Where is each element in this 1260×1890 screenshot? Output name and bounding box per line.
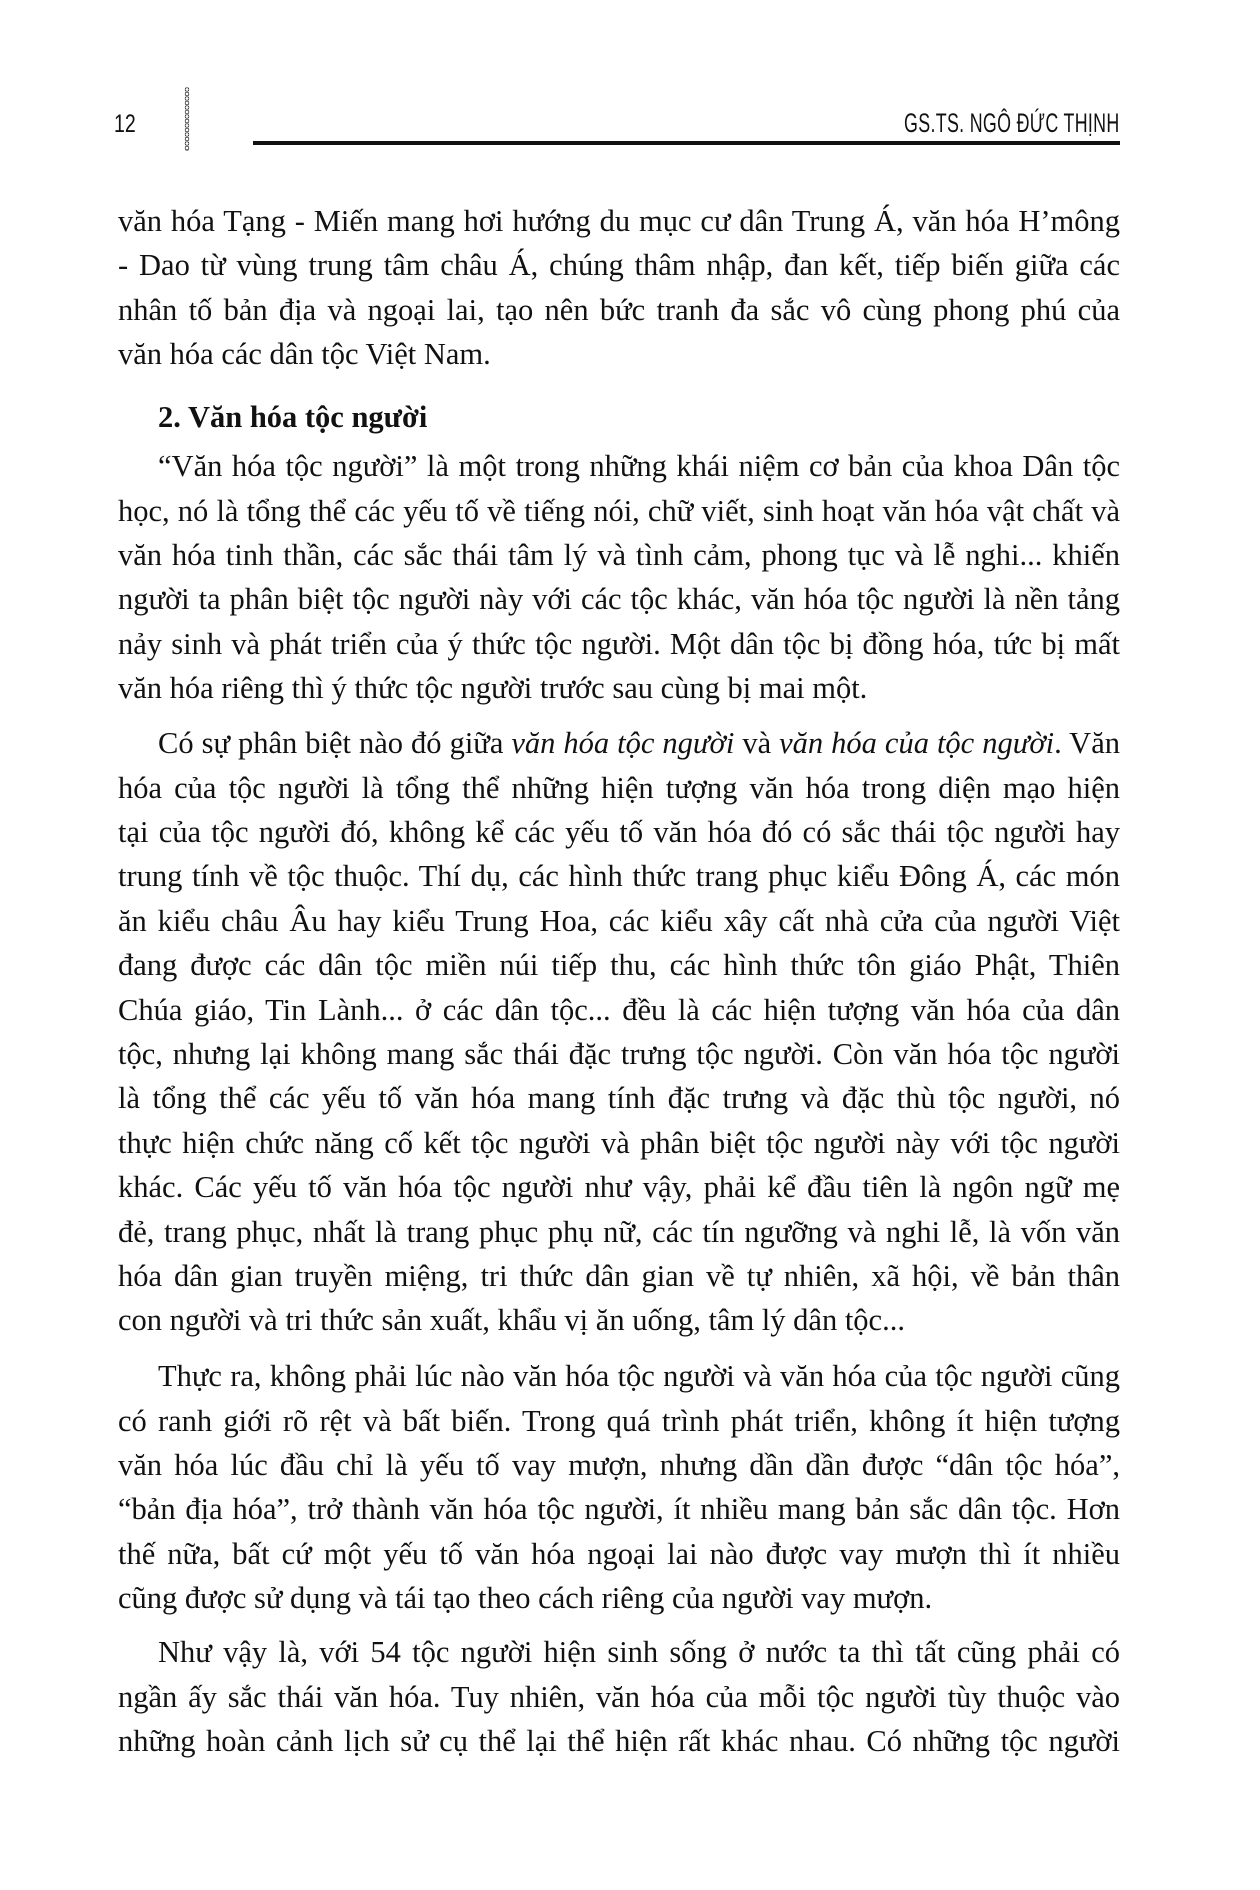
text-line: đẻ, trang phục, nhất là trang phục phụ nữ, các tín ngưỡng và nghi lễ, là vốn văn <box>118 1214 1120 1249</box>
text-line: những hoàn cảnh lịch sử cụ thể lại thể hiện rất khác nhau. Có những tộc người <box>118 1724 1120 1759</box>
decorative-chain-divider <box>184 87 190 151</box>
text-line: văn hóa lúc đầu chỉ là yếu tố vay mượn, nhưng dần dần được “dân tộc hóa”, <box>118 1448 1120 1483</box>
text-run: và <box>734 726 780 761</box>
text-line: thế nữa, bất cứ một yếu tố văn hóa ngoại lai nào được vay mượn thì ít nhiều <box>118 1536 1120 1571</box>
text-line: là tổng thể các yếu tố văn hóa mang tính đặc trưng và đặc thù tộc người, nó <box>118 1081 1120 1116</box>
text-line: cũng được sử dụng và tái tạo theo cách riêng của người vay mượn. <box>118 1581 933 1616</box>
text-line: tộc, nhưng lại không mang sắc thái đặc trưng tộc người. Còn văn hóa tộc người <box>118 1037 1120 1072</box>
italic-term: văn hóa của tộc người <box>779 726 1055 761</box>
text-line: thực hiện chức năng cố kết tộc người và phân biệt tộc người này với tộc người <box>118 1125 1120 1160</box>
text-run: . Văn <box>1054 726 1120 761</box>
text-line: văn hóa riêng thì ý thức tộc người trước sau cùng bị mai một. <box>118 671 868 706</box>
text-line: Như vậy là, với 54 tộc người hiện sinh sống ở nước ta thì tất cũng phải có <box>158 1635 1120 1670</box>
text-line: văn hóa các dân tộc Việt Nam. <box>118 336 491 371</box>
text-line: Thực ra, không phải lúc nào văn hóa tộc người và văn hóa của tộc người cũng <box>158 1359 1120 1394</box>
text-line: học, nó là tổng thể các yếu tố về tiếng nói, chữ viết, sinh hoạt văn hóa vật chất và <box>118 493 1120 528</box>
text-line: hóa của tộc người là tổng thể những hiện tượng văn hóa trong diện mạo hiện <box>118 770 1120 805</box>
text-line: “Văn hóa tộc người” là một trong những khái niệm cơ bản của khoa Dân tộc <box>158 449 1120 484</box>
text-line: nảy sinh và phát triển của ý thức tộc người. Một dân tộc bị đồng hóa, tức bị mất <box>118 626 1120 661</box>
paragraph-3 <box>118 721 1120 1342</box>
text-line: “bản địa hóa”, trở thành văn hóa tộc người, ít nhiều mang bản sắc dân tộc. Hơn <box>118 1492 1120 1527</box>
text-line: có ranh giới rõ rệt và bất biến. Trong quá trình phát triển, không ít hiện tượng <box>118 1403 1120 1438</box>
paragraph-5 <box>118 1630 1120 1763</box>
text-line: văn hóa tinh thần, các sắc thái tâm lý và tình cảm, phong tục và lễ nghi... khiến <box>118 538 1120 573</box>
running-header-author: GS.TS. NGÔ ĐỨC THỊNH <box>904 108 1120 138</box>
text-line: tại của tộc người đó, không kể các yếu tố văn hóa đó có sắc thái tộc người hay <box>118 815 1120 850</box>
text-line: con người và tri thức sản xuất, khẩu vị ăn uống, tâm lý dân tộc... <box>118 1303 905 1338</box>
section-heading-block <box>118 395 1120 439</box>
paragraph-2 <box>118 444 1120 710</box>
text-line: hóa dân gian truyền miệng, tri thức dân gian về tự nhiên, xã hội, về bản thân <box>118 1258 1120 1293</box>
text-line: người ta phân biệt tộc người này với các tộc khác, văn hóa tộc người là nền tảng <box>118 582 1120 617</box>
section-heading: 2. Văn hóa tộc người <box>158 400 428 435</box>
italic-term: văn hóa tộc người <box>511 726 735 761</box>
text-line <box>118 721 1120 765</box>
page-number: 12 <box>114 110 136 138</box>
text-line: khác. Các yếu tố văn hóa tộc người như vậy, phải kể đầu tiên là ngôn ngữ mẹ <box>118 1170 1120 1205</box>
paragraph-1 <box>118 199 1120 377</box>
text-line: ngần ấy sắc thái văn hóa. Tuy nhiên, văn hóa của mỗi tộc người tùy thuộc vào <box>118 1679 1120 1714</box>
text-line: trung tính về tộc thuộc. Thí dụ, các hình thức trang phục kiểu Đông Á, các món <box>118 859 1120 894</box>
text-line: nhân tố bản địa và ngoại lai, tạo nên bức tranh đa sắc vô cùng phong phú của <box>118 292 1120 327</box>
text-line: văn hóa Tạng - Miến mang hơi hướng du mục cư dân Trung Á, văn hóa H’mông <box>118 203 1120 238</box>
text-line: đang được các dân tộc miền núi tiếp thu, các hình thức tôn giáo Phật, Thiên <box>118 948 1120 983</box>
text-line: Chúa giáo, Tin Lành... ở các dân tộc... đều là các hiện tượng văn hóa của dân <box>118 992 1120 1027</box>
text-line: - Dao từ vùng trung tâm châu Á, chúng thâm nhập, đan kết, tiếp biến giữa các <box>118 248 1120 283</box>
text-run: Có sự phân biệt nào đó giữa <box>158 726 512 761</box>
text-line: ăn kiểu châu Âu hay kiểu Trung Hoa, các kiểu xây cất nhà cửa của người Việt <box>118 903 1120 938</box>
header-rule <box>253 141 1120 145</box>
paragraph-4 <box>118 1354 1120 1620</box>
